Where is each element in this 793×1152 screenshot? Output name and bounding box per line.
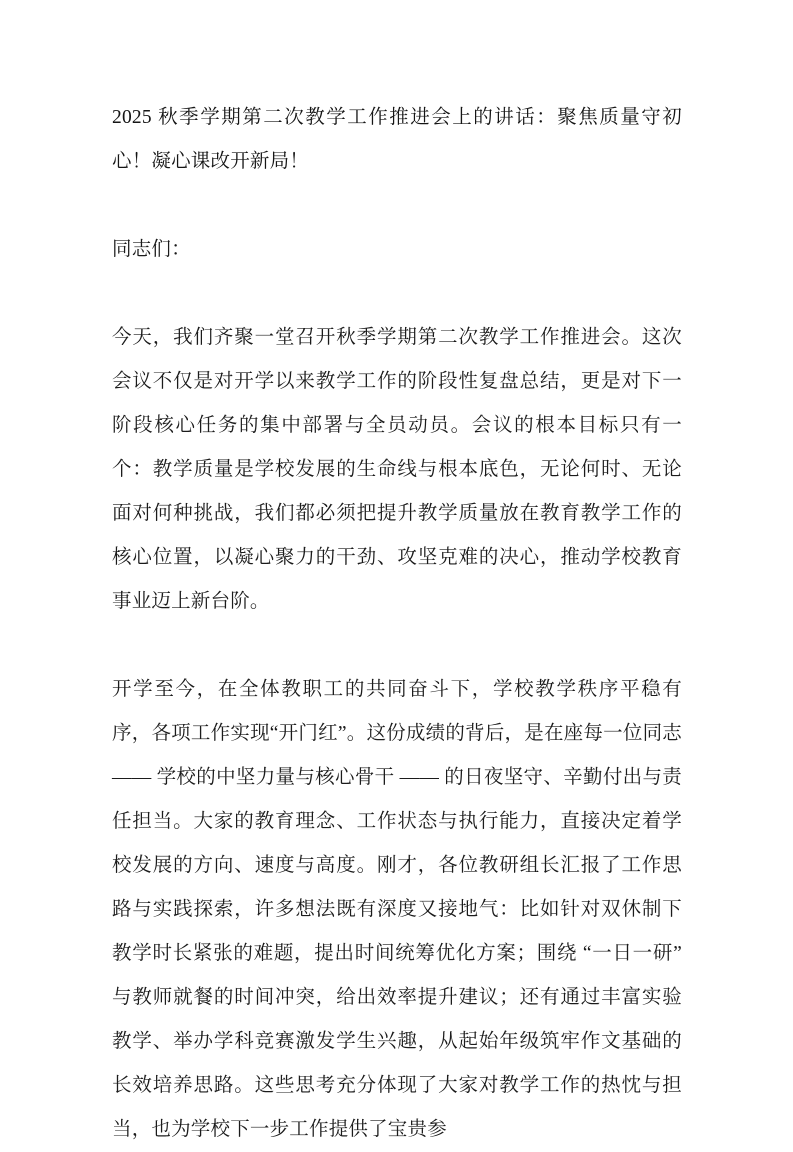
salutation: 同志们：	[112, 239, 191, 260]
body-paragraph-2: 开学至今，在全体教职工的共同奋斗下，学校教学秩序平稳有序，各项工作实现“开门红”。这份成绩的背后，是在座每一位同志 —— 学校的中坚力量与核心骨干 —— 的日夜坚守、辛勤付出与责任担当。大家的教育理念、工作状态与执行能力，直接决定着学校发展的方向、速度与高度。刚才，各位教研组长汇报了工作思路与实践探索，许多想法既有深度又接地气：比如针对双休制下教学时长紧张的难题，提出时间统筹优化方案；围绕 “一日一研” 与教师就餐的时间冲突，给出效率提升建议；还有通过丰富实验教学、举办学科竞赛激发学生兴趣，从起始年级筑牢作文基础的长效培养思路。这些思考充分体现了大家对教学工作的热忱与担当，也为学校下一步工作提供了宝贵参	[112, 679, 682, 1140]
document-title: 2025 秋季学期第二次教学工作推进会上的讲话：聚焦质量守初心！凝心课改开新局！	[112, 107, 682, 172]
body-paragraph-1: 今天，我们齐聚一堂召开秋季学期第二次教学工作推进会。这次会议不仅是对开学以来教学工作的阶段性复盘总结，更是对下一阶段核心任务的集中部署与全员动员。会议的根本目标只有一个：教学质量是学校发展的生命线与根本底色，无论何时、无论面对何种挑战，我们都必须把提升教学质量放在教育教学工作的核心位置，以凝心聚力的干劲、攻坚克难的决心，推动学校教育事业迈上新台阶。	[112, 327, 682, 612]
document-body	[112, 96, 682, 1152]
